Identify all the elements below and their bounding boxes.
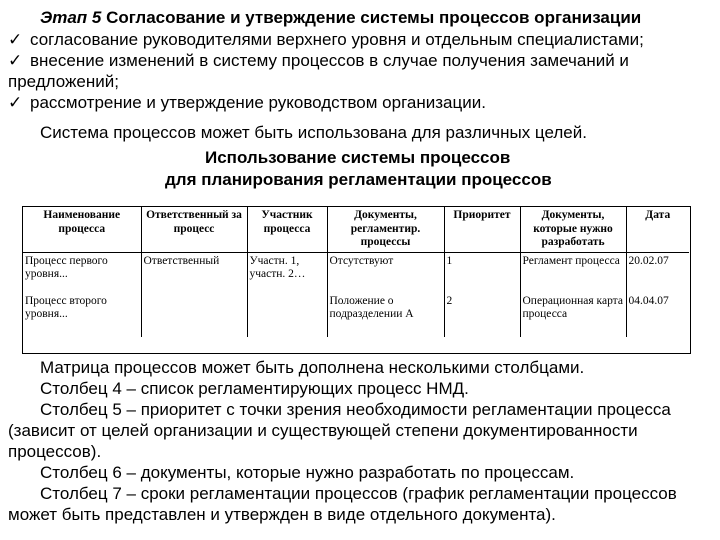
list-item — [8, 29, 714, 50]
table-cell: 20.02.07 — [626, 252, 689, 293]
list-item — [8, 92, 714, 113]
column-header: Приоритет — [444, 207, 520, 252]
stage-title: Согласование и утверждение системы процессов организации — [101, 8, 642, 27]
table-cell: Отсутствуют — [327, 252, 444, 293]
paragraph-text: Матрица процессов может быть дополнена несколькими столбцами. — [40, 358, 585, 377]
table-cell: Процесс первого уровня... — [25, 254, 108, 280]
section-subtitle-line1: Использование системы процессов — [205, 148, 511, 167]
table-header-row — [23, 207, 689, 252]
table-cell: Ответственный — [141, 252, 247, 293]
checkmark-icon: ✓ — [8, 30, 23, 49]
stage-label: Этап 5 — [40, 8, 102, 27]
table-cell: 2 — [444, 293, 520, 337]
paragraph-text: Столбец 4 – список регламентирующих процесс НМД. — [40, 379, 469, 398]
page-title — [40, 8, 641, 28]
table-row — [23, 293, 689, 337]
checkmark-icon: ✓ — [8, 51, 23, 70]
table-cell: Положение о подразделении А — [327, 293, 444, 337]
list-item-text: рассмотрение и утверждение руководством организации. — [30, 93, 486, 112]
list-item-text: согласование руководителями верхнего уровня и отдельным специалистами; — [30, 30, 644, 49]
column-header: Документы, регламентир. процессы — [327, 207, 444, 252]
table-cell — [247, 293, 327, 337]
paragraph — [8, 399, 714, 462]
column-header: Наименование процесса — [23, 207, 141, 252]
column-header: Дата — [626, 207, 689, 252]
checkmark-icon: ✓ — [8, 93, 23, 112]
table-cell: Регламент процесса — [520, 252, 626, 293]
column-header: Участник процесса — [247, 207, 327, 252]
approval-steps-list — [8, 29, 714, 113]
paragraph-text: Столбец 5 – приоритет с точки зрения необходимости регламентации процесса (зависит от целей организации и существующей степени документированности процессов). — [8, 400, 671, 461]
paragraph — [8, 378, 714, 399]
paragraph-text: Столбец 7 – сроки регламентации процессов (график регламентации процессов может быть представлен и утвержден в виде отдельного документа). — [8, 484, 677, 524]
process-matrix-table — [23, 207, 689, 337]
table-cell — [141, 293, 247, 337]
table-cell: 04.04.07 — [626, 293, 689, 337]
column-header: Ответственный за процесс — [141, 207, 247, 252]
table-row — [23, 252, 689, 293]
table-cell: 1 — [444, 252, 520, 293]
table-cell: Участн. 1, участн. 2… — [247, 252, 327, 293]
paragraph — [8, 357, 714, 378]
table-cell: Операционная карта процесса — [520, 293, 626, 337]
paragraph-text: Столбец 6 – документы, которые нужно разработать по процессам. — [40, 463, 575, 482]
list-item-text: внесение изменений в систему процессов в случае получения замечаний и предложений; — [8, 51, 629, 91]
intro-text: Система процессов может быть использована для различных целей. — [40, 123, 587, 142]
list-item — [8, 50, 714, 92]
paragraph — [8, 483, 714, 525]
column-header: Документы, которые нужно разработать — [520, 207, 626, 252]
table-cell: Процесс второго уровня... — [25, 294, 107, 320]
paragraph — [8, 462, 714, 483]
section-subtitle-line2: для планирования регламентации процессов — [165, 170, 552, 189]
